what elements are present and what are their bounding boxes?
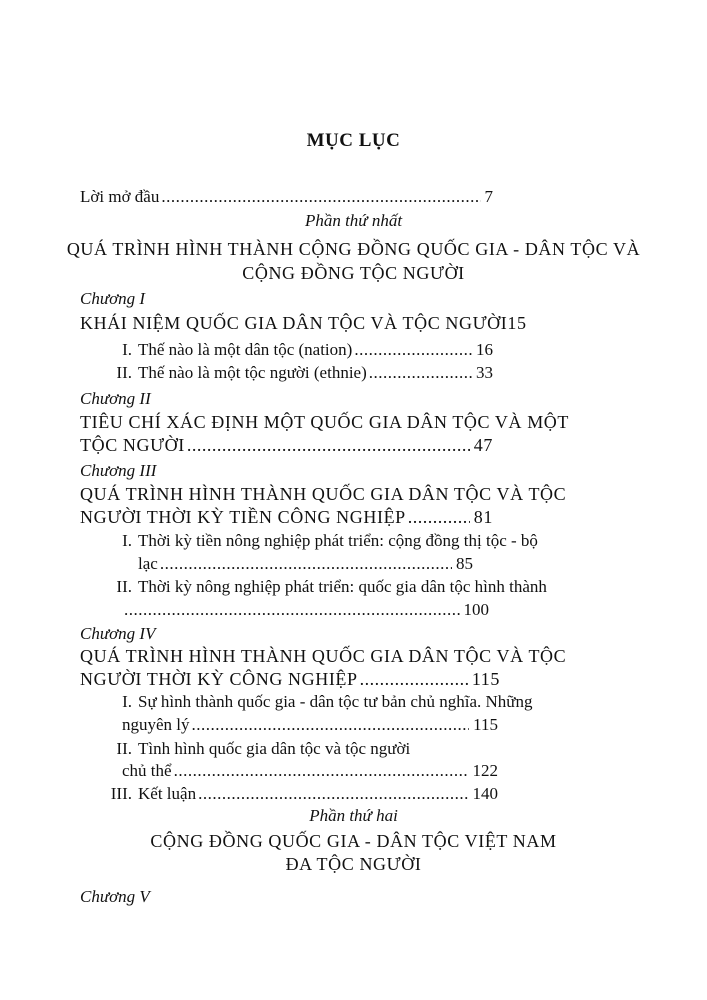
toc-entry-page: 47 [473, 435, 493, 455]
toc-entry-1-1[interactable] [98, 339, 493, 361]
toc-entry-4-1[interactable] [122, 714, 498, 736]
toc-entry-label-cont: chủ thể [122, 761, 172, 780]
chapter-heading: Chương IV [80, 624, 156, 643]
toc-entry-label: II. Thế nào là một tộc người (ethnie) [98, 362, 367, 384]
toc-entry-4-1-line1[interactable] [98, 691, 533, 713]
toc-entry-3-2-line1[interactable] [98, 576, 547, 598]
toc-entry-page: 15 [507, 313, 527, 333]
toc-entry-intro[interactable] [80, 186, 493, 208]
leader-dots [198, 783, 468, 805]
item-number: III. [110, 784, 132, 803]
leader-dots [174, 760, 469, 782]
chapter-title-line1: TIÊU CHÍ XÁC ĐỊNH MỘT QUỐC GIA DÂN TỘC VÀ MỘT [80, 412, 569, 432]
toc-entry-3-2[interactable] [122, 599, 489, 621]
toc-entry-page: 85 [456, 554, 473, 573]
toc-entry-chapter-4[interactable] [80, 668, 500, 690]
item-number: II. [116, 739, 132, 758]
toc-entry-label: I. Thế nào là một dân tộc (nation) [98, 339, 352, 361]
toc-entry-page: 140 [472, 784, 498, 803]
chapter-heading: Chương III [80, 461, 157, 480]
leader-dots [354, 339, 472, 361]
toc-entry-label-cont: lạc [138, 554, 158, 573]
chapter-heading: Chương V [80, 887, 150, 906]
part-title-line2: CỘNG ĐỒNG TỘC NGƯỜI [242, 263, 465, 283]
toc-entry-chapter-3[interactable] [80, 506, 493, 528]
toc-entry-label-cont: nguyên lý [122, 715, 190, 734]
toc-entry-page: 7 [484, 187, 493, 206]
toc-entry-chapter-1[interactable] [80, 312, 527, 334]
toc-entry-4-3[interactable] [98, 783, 498, 805]
toc-entry-page: 115 [471, 669, 500, 689]
toc-entry-page: 115 [473, 715, 498, 734]
chapter-title-line2: NGƯỜI THỜI KỲ CÔNG NGHIỆP [80, 669, 358, 689]
toc-entry-page: 16 [476, 340, 493, 359]
toc-entry-page: 122 [472, 761, 498, 780]
toc-entry-4-2-line1[interactable] [98, 738, 410, 760]
toc-entry-label: Tình hình quốc gia dân tộc và tộc người [138, 739, 411, 758]
part-title-line1: CỘNG ĐỒNG QUỐC GIA - DÂN TỘC VIỆT NAM [150, 831, 557, 851]
page-title: MỤC LỤC [306, 130, 401, 151]
leader-dots [408, 506, 470, 528]
leader-dots [187, 434, 470, 456]
item-number: I. [122, 692, 132, 711]
leader-dots [160, 553, 452, 575]
toc-entry-label: Thời kỳ tiền nông nghiệp phát triển: cộng đồng thị tộc - bộ [138, 531, 538, 550]
part-heading: Phần thứ hai [309, 806, 398, 825]
toc-entry-4-2[interactable] [122, 760, 498, 782]
toc-entry-page: 81 [473, 507, 493, 527]
chapter-title-line2: NGƯỜI THỜI KỲ TIỀN CÔNG NGHIỆP [80, 507, 406, 527]
toc-entry-page: 100 [463, 600, 489, 619]
leader-dots [192, 714, 470, 736]
chapter-title-line1: QUÁ TRÌNH HÌNH THÀNH QUỐC GIA DÂN TỘC VÀ TỘC [80, 646, 567, 666]
chapter-title-line2: TỘC NGƯỜI [80, 435, 185, 455]
toc-entry-label: Lời mở đầu [80, 187, 160, 206]
toc-entry-1-2[interactable] [98, 362, 493, 384]
chapter-title: KHÁI NIỆM QUỐC GIA DÂN TỘC VÀ TỘC NGƯỜI [80, 313, 508, 333]
toc-entry-label: Sự hình thành quốc gia - dân tộc tư bản chủ nghĩa. Những [138, 692, 533, 711]
leader-dots [124, 599, 460, 621]
chapter-heading: Chương I [80, 289, 146, 308]
part-title-line2: ĐA TỘC NGƯỜI [285, 854, 422, 874]
chapter-heading: Chương II [80, 389, 151, 408]
toc-entry-page: 33 [476, 363, 493, 382]
toc-entry-chapter-2[interactable] [80, 434, 493, 456]
toc-entry-3-1[interactable] [138, 553, 473, 575]
part-heading: Phần thứ nhất [304, 211, 403, 230]
chapter-title-line1: QUÁ TRÌNH HÌNH THÀNH QUỐC GIA DÂN TỘC VÀ TỘC [80, 484, 567, 504]
leader-dots [369, 362, 472, 384]
toc-entry-3-1-line1[interactable] [98, 530, 538, 552]
toc-entry-label: Thời kỳ nông nghiệp phát triển: quốc gia dân tộc hình thành [138, 577, 547, 596]
part-title-line1: QUÁ TRÌNH HÌNH THÀNH CỘNG ĐỒNG QUỐC GIA - DÂN TỘC VÀ [66, 239, 641, 259]
item-number: I. [122, 531, 132, 550]
leader-dots [360, 668, 468, 690]
item-number: II. [116, 577, 132, 596]
leader-dots [161, 186, 480, 208]
item-number: I. [122, 340, 132, 359]
toc-entry-label: III. Kết luận [98, 783, 196, 805]
item-number: II. [116, 363, 132, 382]
